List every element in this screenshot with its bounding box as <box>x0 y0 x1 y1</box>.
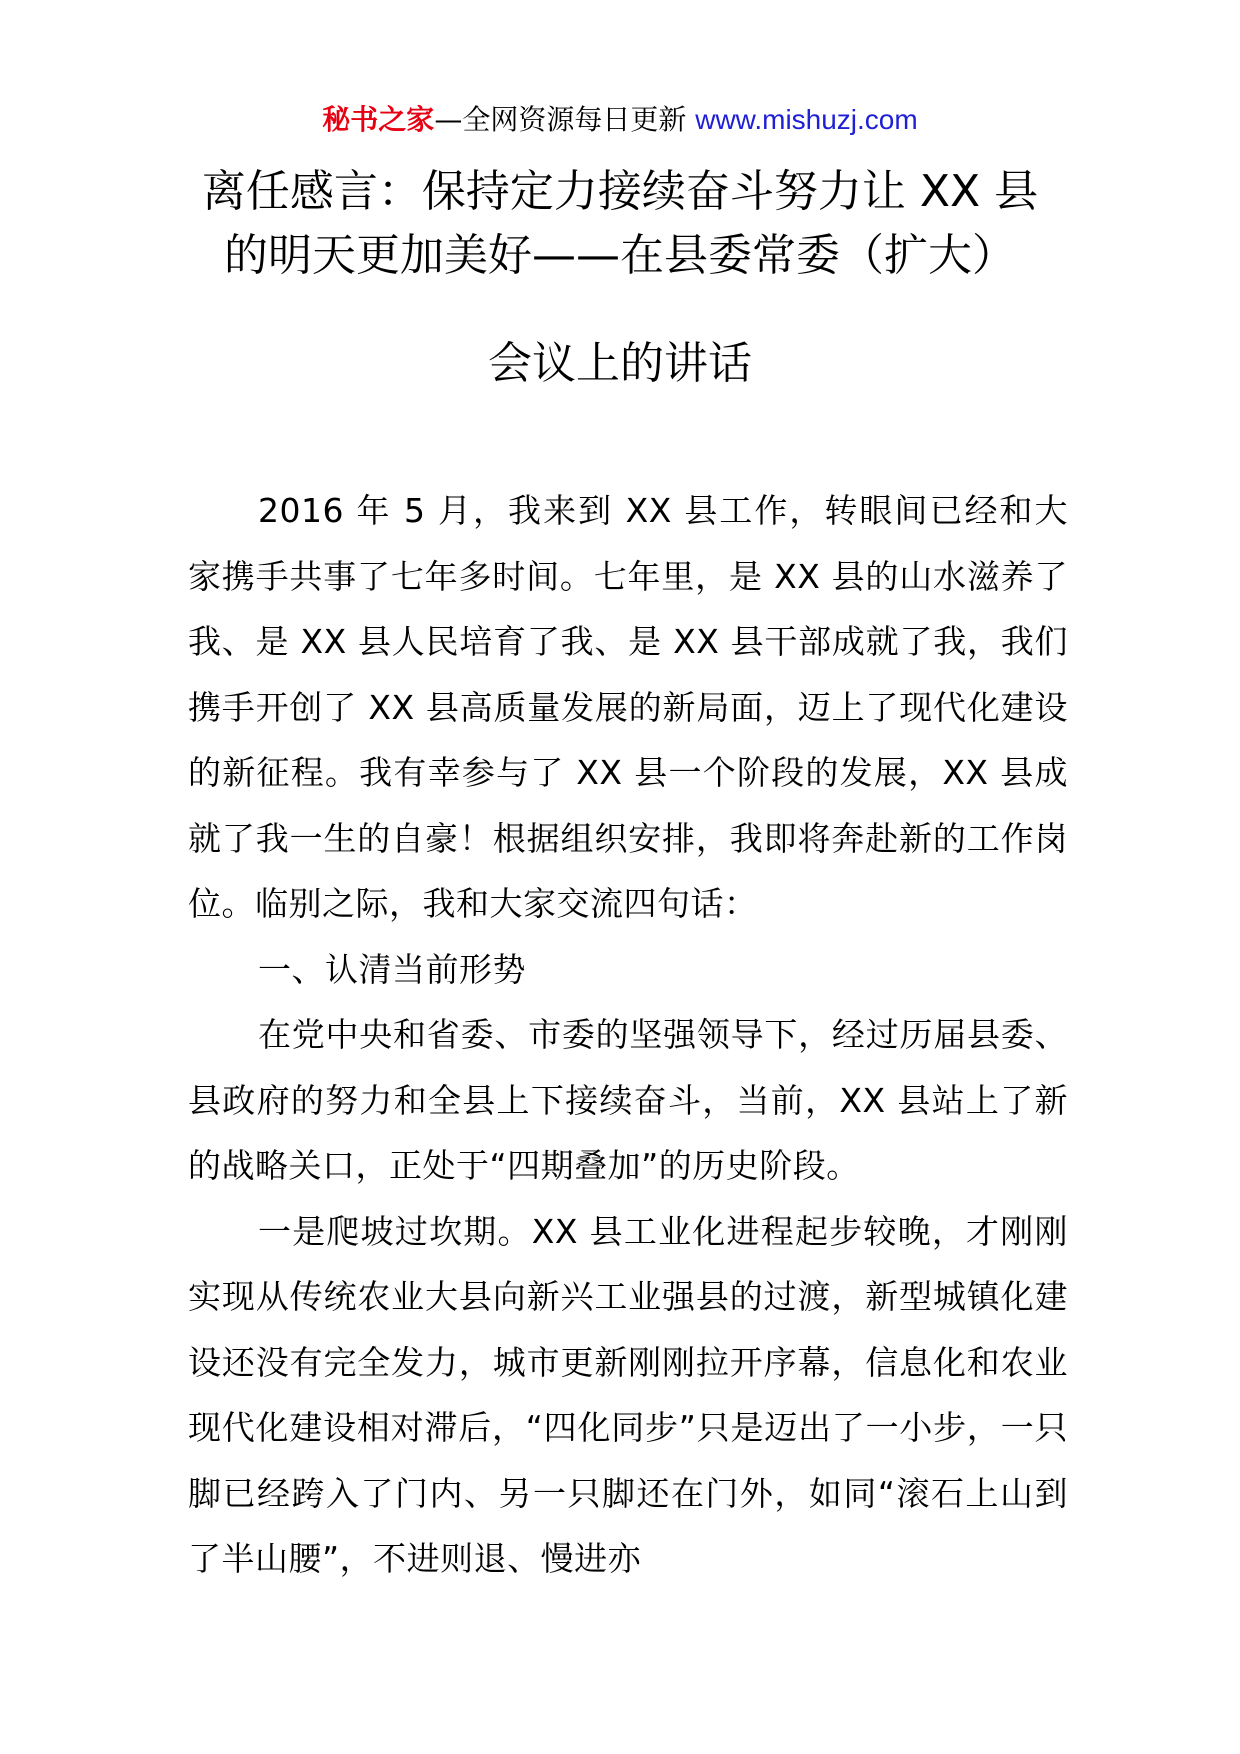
section-heading: 一、认清当前形势 <box>258 949 526 989</box>
site-header <box>0 100 1240 140</box>
paragraph-intro: 2016 年 5 月，我来到 XX 县工作，转眼间已经和大家携手共事了七年多时间。七年里，是 XX 县的山水滋养了我、是 XX 县人民培育了我、是 XX 县干部成就了我，我们携手开创了 XX 县高质量发展的新局面，迈上了现代化建设的新征程。我有幸参与了 XX 县一个阶段的发展，XX 县成就了我一生的自豪！根据组织安排，我即将奔赴新的工作岗位。临别之际，我和大家交流四句话： <box>188 491 1068 923</box>
site-url-link[interactable]: www.mishuzj.com <box>695 104 918 135</box>
paragraph-situation: 在党中央和省委、市委的坚强领导下，经过历届县委、县政府的努力和全县上下接续奋斗，当前，XX 县站上了新的战略关口，正处于“四期叠加”的历史阶段。 <box>188 1015 1068 1185</box>
title-line-3: 会议上的讲话 <box>488 338 752 389</box>
document-body <box>188 478 1068 1592</box>
brand-name: 秘书之家 <box>322 103 435 136</box>
document-title <box>150 160 1090 396</box>
title-line-2: 的明天更加美好——在县委常委（扩大） <box>224 230 1016 281</box>
header-tagline: —全网资源每日更新 <box>434 103 696 136</box>
paragraph-stage-one: 一是爬坡过坎期。XX 县工业化进程起步较晚，才刚刚实现从传统农业大县向新兴工业强县的过渡，新型城镇化建设还没有完全发力，城市更新刚刚拉开序幕，信息化和农业现代化建设相对滞后，“四化同步”只是迈出了一小步，一只脚已经跨入了门内、另一只脚还在门外，如同“滚石上山到了半山腰”，不进则退、慢进亦 <box>188 1211 1068 1578</box>
title-line-1: 离任感言：保持定力接续奋斗努力让 XX 县 <box>201 166 1039 217</box>
